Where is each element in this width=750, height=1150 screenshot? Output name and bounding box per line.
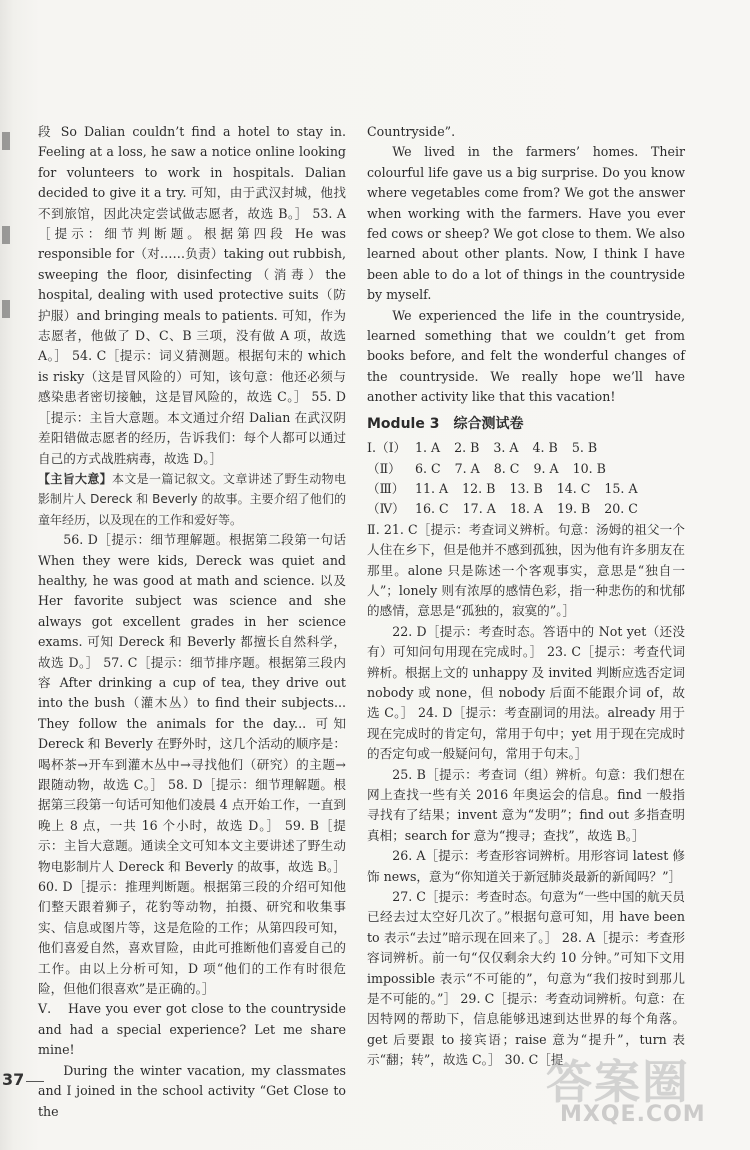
main-idea-tag: 【主旨大意】 — [38, 471, 112, 486]
answer-paragraph-25: 25. B［提示：考查词（组）辨析。句意：我们想在网上查找一些有关 2016 年奥运会的信息。find 一般指寻找有了结果；invent 意为“发明”；find out 多指查明真相；search for 意为“搜寻；查找”，故选 B。］ — [367, 766, 685, 843]
answer-key-item: 15. A — [604, 480, 638, 496]
answer-key-item: 18. A — [509, 501, 543, 517]
answer-key-list — [367, 438, 685, 520]
essay-paragraph-1-continued: Countryside”. — [367, 124, 456, 139]
answer-key-prefix: Ⅰ.（Ⅰ） — [367, 440, 407, 456]
answer-key-item: 4. B — [532, 440, 558, 456]
answer-key-item: 3. A — [493, 440, 519, 456]
answer-key-item: 9. A — [533, 460, 559, 476]
answer-key-row — [367, 438, 685, 458]
essay-paragraph-2: We lived in the farmers’ homes. Their colourful life gave us a big surprise. Do you know where vegetables come from? We got the answer when working with the farmers. Have you ever fed cows or sheep? We got close to them. We also learned about other plants. Now, I think I have been able to do a lot of things in the countryside by myself. — [367, 144, 685, 303]
page-number-rule — [26, 1081, 44, 1082]
answer-key-item: 6. C — [415, 460, 441, 476]
answer-paragraph-22-24: 22. D［提示：考查时态。答语中的 Not yet（还没有）可知问句用现在完成时。］ 23. C［提示：考查代词辨析。根据上文的 unhappy 及 invited 判断应选否定词 nobody 或 none，但 nobody 后面不能跟介词 of，故选 C。］ 24. D［提示：考查副词的用法。already 用于现在完成时的肯定句，常用于句中；yet 用于现在完成时的否定句或一般疑问句，常用于句末。］ — [367, 623, 685, 762]
binding-edge-mark — [2, 226, 10, 244]
answer-key-item: 16. C — [415, 501, 449, 517]
answer-key-prefix: （Ⅲ） — [367, 480, 405, 496]
binding-edge-mark — [2, 300, 10, 318]
module-title: Module 3 综合测试卷 — [367, 415, 524, 432]
answer-key-row — [367, 499, 685, 519]
watermark-cn: 答案圈 — [546, 1055, 690, 1109]
answer-key-item: 13. B — [509, 480, 543, 496]
right-column — [367, 122, 685, 1071]
answer-key-row — [367, 459, 685, 479]
section-v-intro-text: Have you ever got close to the countryside and had a special experience? Let me share mine! — [38, 1001, 346, 1058]
answer-key-item: 10. B — [572, 460, 606, 476]
answer-key-item: 7. A — [454, 460, 480, 476]
answer-key-item: 14. C — [556, 480, 591, 496]
answer-key-item: 12. B — [462, 480, 496, 496]
section-v-numeral: Ⅴ. — [38, 1001, 52, 1017]
watermark-en: MXQE.COM — [560, 1102, 706, 1127]
answer-key-prefix: （Ⅳ） — [367, 501, 405, 517]
watermark-logo — [542, 1046, 742, 1136]
answer-key-item: 17. A — [462, 501, 496, 517]
answer-key-item: 8. C — [493, 460, 520, 476]
answer-paragraph-21: Ⅱ. 21. C［提示：考查词义辨析。句意：汤姆的祖父一个人住在乡下，但是他并不感到孤独，因为他有许多朋友在那里。alone 只是陈述一个客观事实，意思是“独自一人”；lonely 则有浓厚的感情色彩，指一种悲伤的和忧郁的感情，意思是“孤独的，寂寞的”。］ — [367, 521, 685, 619]
section-v-intro — [38, 999, 346, 1060]
answer-paragraph-52-55: 段 So Dalian couldn’t find a hotel to stay in. Feeling at a loss, he saw a notice online looking for volunteers to work in hospitals. Dalian decided to give it a try. 可知，由于武汉封城，他找不到旅馆，因此决定尝试做志愿者，故选 B。］ 53. A［提示：细节判断题。根据第四段 He was responsible for（对……负责）taking out rubbish, sweeping the floor, disinfecting（消毒）the hospital, dealing with used protective suits（防护服）and bringing meals to patients. 可知，作为志愿者，他做了 D、C、B 三项，没有做 A 项，故选 A。］ 54. C［提示：词义猜测题。根据句末的 which is risky（这是冒风险的）可知，该句意：他还必须与感染患者密切接触，这是冒风险的，故选 C。］ 55. D［提示：主旨大意题。本文通过介绍 Dalian 在武汉阴差阳错做志愿者的经历，告诉我们：每个人都可以通过自己的方式战胜病毒，故选 D。］ — [38, 124, 346, 466]
left-column — [38, 122, 346, 1122]
answer-key-item: 19. B — [556, 501, 591, 517]
answer-paragraph-27-30: 27. C［提示：考查时态。句意为“一些中国的航天员已经去过太空好几次了。”根据句意可知，用 have been to 表示“去过”暗示现在回来了。］ 28. A［提示：考查形容词辨析。前一句“仅仅剩余大约 10 分钟。”可知下文用 impossible 表示“不可能的”，句意为“我们按时到那儿是不可能的。”］ 29. C［提示：考查动词辨析。句意：在因特网的帮助下，信息能够迅速到达世界的每个角落。get 后要跟 to 接宾语；raise 意为“提升”，turn 表示“翻；转”，故选 C。］ 30. C［提 — [367, 889, 685, 1068]
answer-key-item: 20. C — [604, 501, 638, 517]
answer-key-item: 11. A — [415, 480, 449, 496]
answer-paragraph-26: 26. A［提示：考查形容词辨析。用形容词 latest 修饰 news，意为“你知道关于新冠肺炎最新的新闻吗？”］ — [367, 848, 685, 884]
answer-key-item: 5. B — [571, 440, 598, 456]
answer-key-item: 1. A — [415, 440, 441, 456]
answer-key-row — [367, 479, 685, 499]
main-idea-note — [38, 469, 346, 530]
answer-key-prefix: （Ⅱ） — [367, 460, 401, 476]
essay-paragraph-1: During the winter vacation, my classmates and I joined in the school activity “Get Close to the — [38, 1062, 346, 1119]
main-idea-text: 本文是一篇记叙文。文章讲述了野生动物电影制片人 Dereck 和 Beverly 的故事。主要介绍了他们的童年经历，以及现在的工作和爱好等。 — [38, 471, 346, 527]
binding-edge-mark — [2, 132, 10, 150]
essay-paragraph-3: We experienced the life in the countryside, learned something that we couldn’t get from books before, and felt the wonderful changes of the countryside. We really hope we’ll have another activity like that this vacation! — [367, 307, 685, 405]
answer-key-item: 2. B — [454, 440, 480, 456]
answer-paragraph-56-60: 56. D［提示：细节理解题。根据第二段第一句话 When they were kids, Dereck was quiet and healthy, he was good at math and science. 以及 Her favorite subject was science and she always got excellent grades in her science exams. 可知 Dereck 和 Beverly 都擅长自然科学，故选 D。］ 57. C［提示：细节排序题。根据第三段内容 After drinking a cup of tea, they drive out into the bush（灌木丛）to find their subjects... They follow the animals for the day... 可知 Dereck 和 Beverly 在野外时，这几个活动的顺序是：喝杯茶→开车到灌木丛中→寻找他们（研究）的主题→跟随动物，故选 C。］ 58. D［提示：细节理解题。根据第三段第一句话可知他们凌晨 4 点开始工作，一直到晚上 8 点，一共 16 个小时，故选 D。］ 59. B［提示：主旨大意题。通读全文可知本文主要讲述了野生动物电影制片人 Dereck 和 Beverly 的故事，故选 B。］ 60. D［提示：推理判断题。根据第三段的介绍可知他们整天跟着狮子，花豹等动物，拍摄、研究和收集事实、信息或图片等，这是危险的工作；从第四段可知，他们喜爱自然，喜欢冒险，由此可推断他们喜爱自己的工作。由以上分析可知，D 项“他们的工作有时很危险，但他们很喜欢”是正确的。］ — [38, 532, 346, 997]
page-number: 37 — [2, 1070, 25, 1089]
